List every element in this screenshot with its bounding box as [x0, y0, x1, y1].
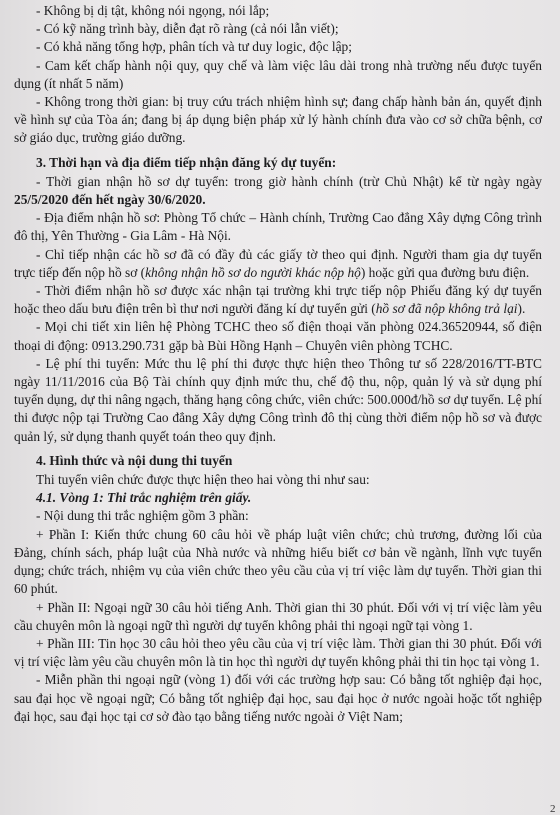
- exam-part-3: + Phần III: Tin học 30 câu hỏi theo yêu cầu của vị trí việc làm. Thời gian thi 30 phút. Đối với vị trí việc làm yêu cầu chuyên môn là tin học thì người dự tuyển không phải thi tin học tại vòng 1.: [14, 635, 542, 670]
- application-rule-note: không nhận hồ sơ do người khác nộp hộ: [145, 264, 361, 280]
- section-heading-4: 4. Hình thức và nội dung thi tuyển: [36, 452, 233, 468]
- contact-info: - Mọi chi tiết xin liên hệ Phòng TCHC theo số điện thoại văn phòng 024.36520944, số điện thoại di động: 0913.290.731 gặp bà Bùi Hồng Hạnh – Chuyên viên phòng TCHC.: [14, 319, 542, 353]
- application-moment-note: hồ sơ đã nộp không trả lại: [375, 301, 518, 317]
- exam-content-intro: - Nội dung thi trắc nghiệm gồm 3 phần:: [36, 508, 249, 524]
- section-heading-3: 3. Thời hạn và địa điểm tiếp nhận đăng ký dự tuyển:: [36, 154, 337, 170]
- exam-intro: Thi tuyển viên chức được thực hiện theo hai vòng thi như sau:: [36, 472, 370, 488]
- application-place: - Địa điểm nhận hồ sơ: Phòng Tổ chức – Hành chính, Trường Cao đẳng Xây dựng Công trình đô thị, Yên Thường - Gia Lâm - Hà Nội.: [14, 210, 542, 244]
- application-moment-text: - Thời điểm nhận hồ sơ được xác nhận tại trường khi trực tiếp nộp Phiếu đăng ký dự tuyển hoặc theo dấu bưu điện trên bì thư nơi người đăng kí dự tuyển gửi (: [14, 283, 542, 317]
- exemption-rule: - Miễn phần thi ngoại ngữ (vòng 1) đối với các trường hợp sau: Có bằng tốt nghiệp đại học, sau đại học về ngoại ngữ; Có bằng tốt nghiệp đại học, sau đại học ở nước ngoài hoặc tốt nghiệp đại học, sau đại học tại cơ sở đào tạo bằng tiếng nước ngoài ở Việt Nam;: [14, 672, 542, 724]
- exam-part-1: + Phần I: Kiến thức chung 60 câu hỏi về pháp luật viên chức; chủ trương, đường lối của Đảng, chính sách, pháp luật của Nhà nước và những hiểu biết cơ bản về ngành, lĩnh vực tuyển dụng; chức trách, nhiệm vụ của viên chức theo yêu cầu của vị trí việc làm dự tuyển. Thời gian thi 60 phút.: [14, 526, 542, 597]
- exam-part-2: + Phần II: Ngoại ngữ 30 câu hỏi tiếng Anh. Thời gian thi 30 phút. Đối với vị trí việc làm yêu cầu chuyên môn là ngoại ngữ thì người dự tuyển không phải thi ngoại ngữ tại vòng 1.: [14, 599, 542, 633]
- exam-fee: - Lệ phí thi tuyển: Mức thu lệ phí thi được thực hiện theo Thông tư số 228/2016/TT-BTC ngày 11/11/2016 của Bộ Tài chính quy định mức thu, chế độ thu, nộp, quản lý và sử dụng phí tuyển dụng, dự thi nâng ngạch, thăng hạng công chức, viên chức: 500.000đ/hồ sơ dự tuyển. Lệ phí thi được nộp tại Trường Cao đẳng Xây dựng Công trình đô thị cùng thời điểm nộp hồ sơ và được quản lý, sử dụng thanh quyết toán theo quy định.: [14, 355, 542, 444]
- requirement-item: - Cam kết chấp hành nội quy, quy chế và làm việc lâu dài trong nhà trường nếu được tuyển dụng (ít nhất 5 năm): [14, 57, 542, 91]
- application-rule-suffix: ) hoặc gửi qua đường bưu điện.: [360, 264, 530, 280]
- application-rule: [14, 246, 542, 282]
- application-deadline: 25/5/2020 đến hết ngày 30/6/2020.: [14, 192, 206, 208]
- application-rule-text: - Chỉ tiếp nhận các hồ sơ đã có đầy đủ các giấy tờ theo qui định. Người tham gia dự tuyển trực tiếp đến nộp hồ sơ (: [14, 246, 542, 280]
- requirement-item: - Có kỹ năng trình bày, diễn đạt rõ ràng (cả nói lẫn viết);: [36, 21, 339, 37]
- requirement-item: - Không trong thời gian: bị truy cứu trách nhiệm hình sự; đang chấp hành bản án, quyết định về hình sự của Tòa án; đang bị áp dụng biện pháp xử lý hành chính đưa vào cơ sở chữa bệnh, cơ sở giáo dục, trường giáo dưỡng.: [14, 94, 542, 146]
- round-1-heading: 4.1. Vòng 1: Thi trắc nghiệm trên giấy.: [36, 490, 252, 506]
- page-corner-mark: 2: [550, 803, 556, 815]
- application-moment: [14, 282, 542, 318]
- requirement-item: - Không bị dị tật, không nói ngọng, nói lắp;: [36, 3, 270, 18]
- application-time: [14, 173, 542, 209]
- application-time-text: - Thời gian nhận hồ sơ dự tuyển: trong giờ hành chính (trừ Chủ Nhật) kể từ ngày ngày: [36, 173, 542, 189]
- requirement-item: - Có khả năng tổng hợp, phân tích và tư duy logic, độc lập;: [36, 39, 352, 55]
- application-moment-suffix: ).: [517, 301, 526, 317]
